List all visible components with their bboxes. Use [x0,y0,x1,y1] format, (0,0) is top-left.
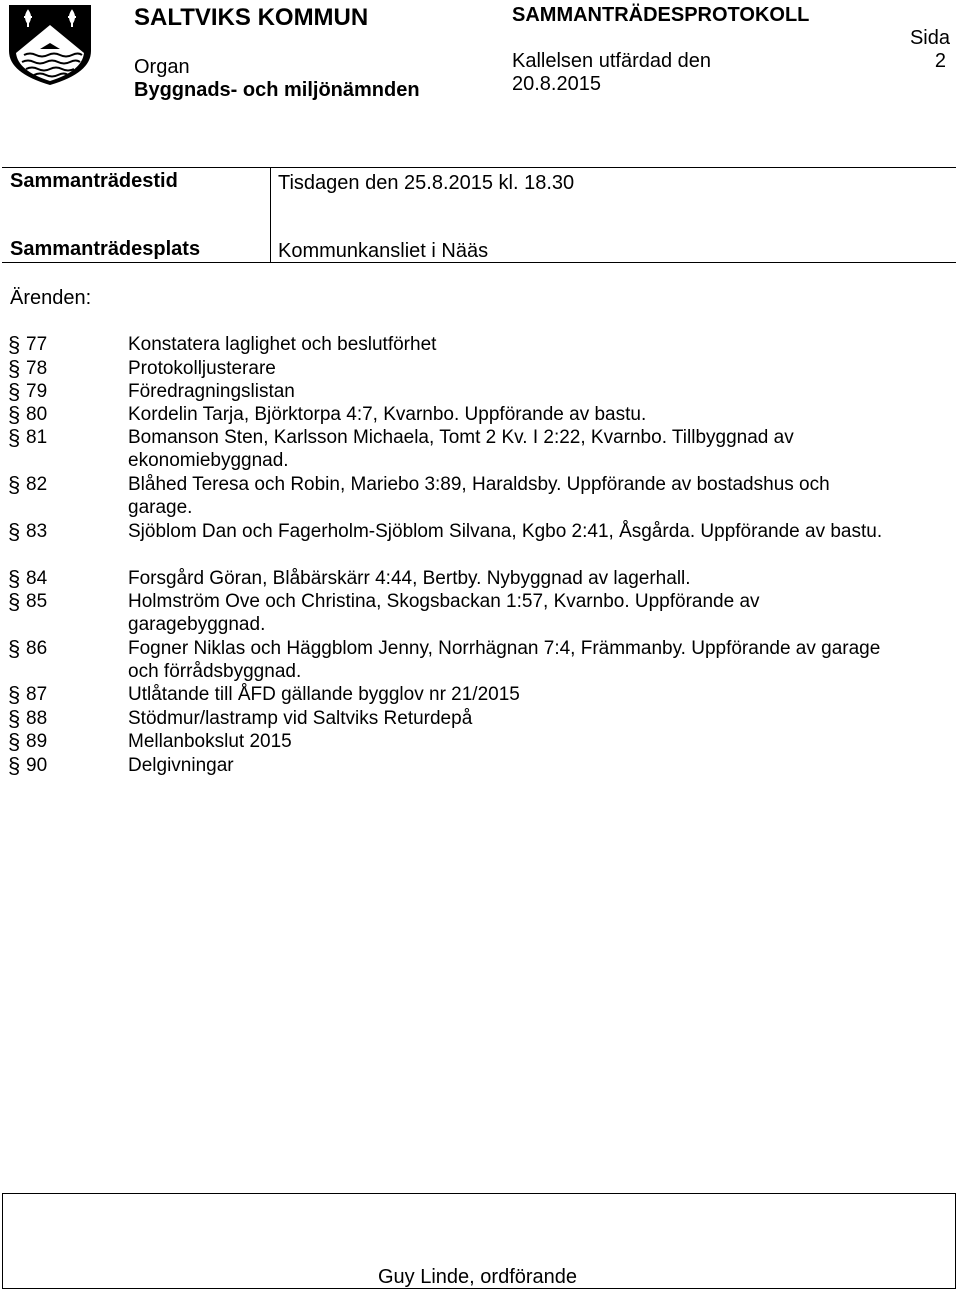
section-symbol: § [8,356,21,381]
organ-label: Organ [134,56,190,78]
agenda-item-number: 86 [26,638,48,659]
section-symbol: § [8,472,21,497]
section-symbol: § [8,566,21,591]
section-symbol: § [8,379,21,404]
meeting-time-label: Sammanträdestid [10,170,178,192]
section-symbol: § [8,425,21,450]
section-symbol: § [8,589,21,614]
page-number: 2 [934,50,946,72]
agenda-item-text: Mellanbokslut 2015 [128,731,292,752]
agenda-title: Ärenden: [10,287,92,309]
agenda-item-text: Bomanson Sten, Karlsson Michaela, Tomt 2 Kv. I 2:22, Kvarnbo. Tillbyggnad av ekonomiebyggnad. [128,427,794,471]
agenda-item-text: Holmström Ove och Christina, Skogsbackan 1:57, Kvarnbo. Uppförande av garagebyggnad. [128,591,760,635]
agenda-item-text: Föredragningslistan [128,381,295,402]
agenda-item-number: 82 [26,474,48,495]
agenda-item-number: 88 [26,708,48,729]
agenda-item-text: Utlåtande till ÅFD gällande bygglov nr 21/2015 [128,684,520,705]
agenda-item-number: 85 [26,591,48,612]
agenda-item-number: 84 [26,568,48,589]
agenda-item-text: Protokolljusterare [128,358,276,379]
divider-line [270,168,271,262]
section-symbol: § [8,636,21,661]
agenda-item-number: 81 [26,427,48,448]
section-symbol: § [8,332,21,357]
meeting-place-value: Kommunkansliet i Nääs [278,240,489,262]
agenda-item-text: Blåhed Teresa och Robin, Mariebo 3:89, Haraldsby. Uppförande av bostadshus och garage. [128,474,830,518]
agenda-item-number: 80 [26,404,48,425]
agenda-item-text: Delgivningar [128,755,234,776]
page-label: Sida [909,27,950,49]
agenda-item-number: 77 [26,334,48,355]
agenda-item-number: 78 [26,358,48,379]
municipality-name: SALTVIKS KOMMUN [134,4,369,31]
agenda-item-text: Fogner Niklas och Häggblom Jenny, Norrhägnan 7:4, Främmanby. Uppförande av garage och förrådsbyggnad. [128,638,881,682]
agenda-item-text: Stödmur/lastramp vid Saltviks Returdepå [128,708,473,729]
agenda-item-number: 83 [26,521,48,542]
section-symbol: § [8,729,21,754]
meeting-time-value: Tisdagen den 25.8.2015 kl. 18.30 [278,172,575,194]
agenda-item-number: 87 [26,684,48,705]
agenda-item-text: Konstatera laglighet och beslutförhet [128,334,437,355]
agenda-item-text: Sjöblom Dan och Fagerholm-Sjöblom Silvana, Kgbo 2:41, Åsgårda. Uppförande av bastu. [128,521,883,542]
document-type: SAMMANTRÄDESPROTOKOLL [512,4,810,26]
section-symbol: § [8,753,21,778]
agenda-item-number: 90 [26,755,48,776]
coat-of-arms-logo [6,3,94,87]
organ-name: Byggnads- och miljönämnden [134,79,420,101]
agenda-item-number: 89 [26,731,48,752]
callout-label: Kallelsen utfärdad den [512,50,712,72]
meeting-place-label: Sammanträdesplats [10,238,201,260]
section-symbol: § [8,519,21,544]
agenda-item-text: Forsgård Göran, Blåbärskärr 4:44, Bertby. Nybyggnad av lagerhall. [128,568,691,589]
section-symbol: § [8,706,21,731]
section-symbol: § [8,402,21,427]
callout-date: 20.8.2015 [512,73,601,95]
agenda-item-text: Kordelin Tarja, Björktorpa 4:7, Kvarnbo. Uppförande av bastu. [128,404,647,425]
signer-name: Guy Linde, ordförande [378,1266,578,1288]
agenda-item-number: 79 [26,381,48,402]
section-symbol: § [8,682,21,707]
